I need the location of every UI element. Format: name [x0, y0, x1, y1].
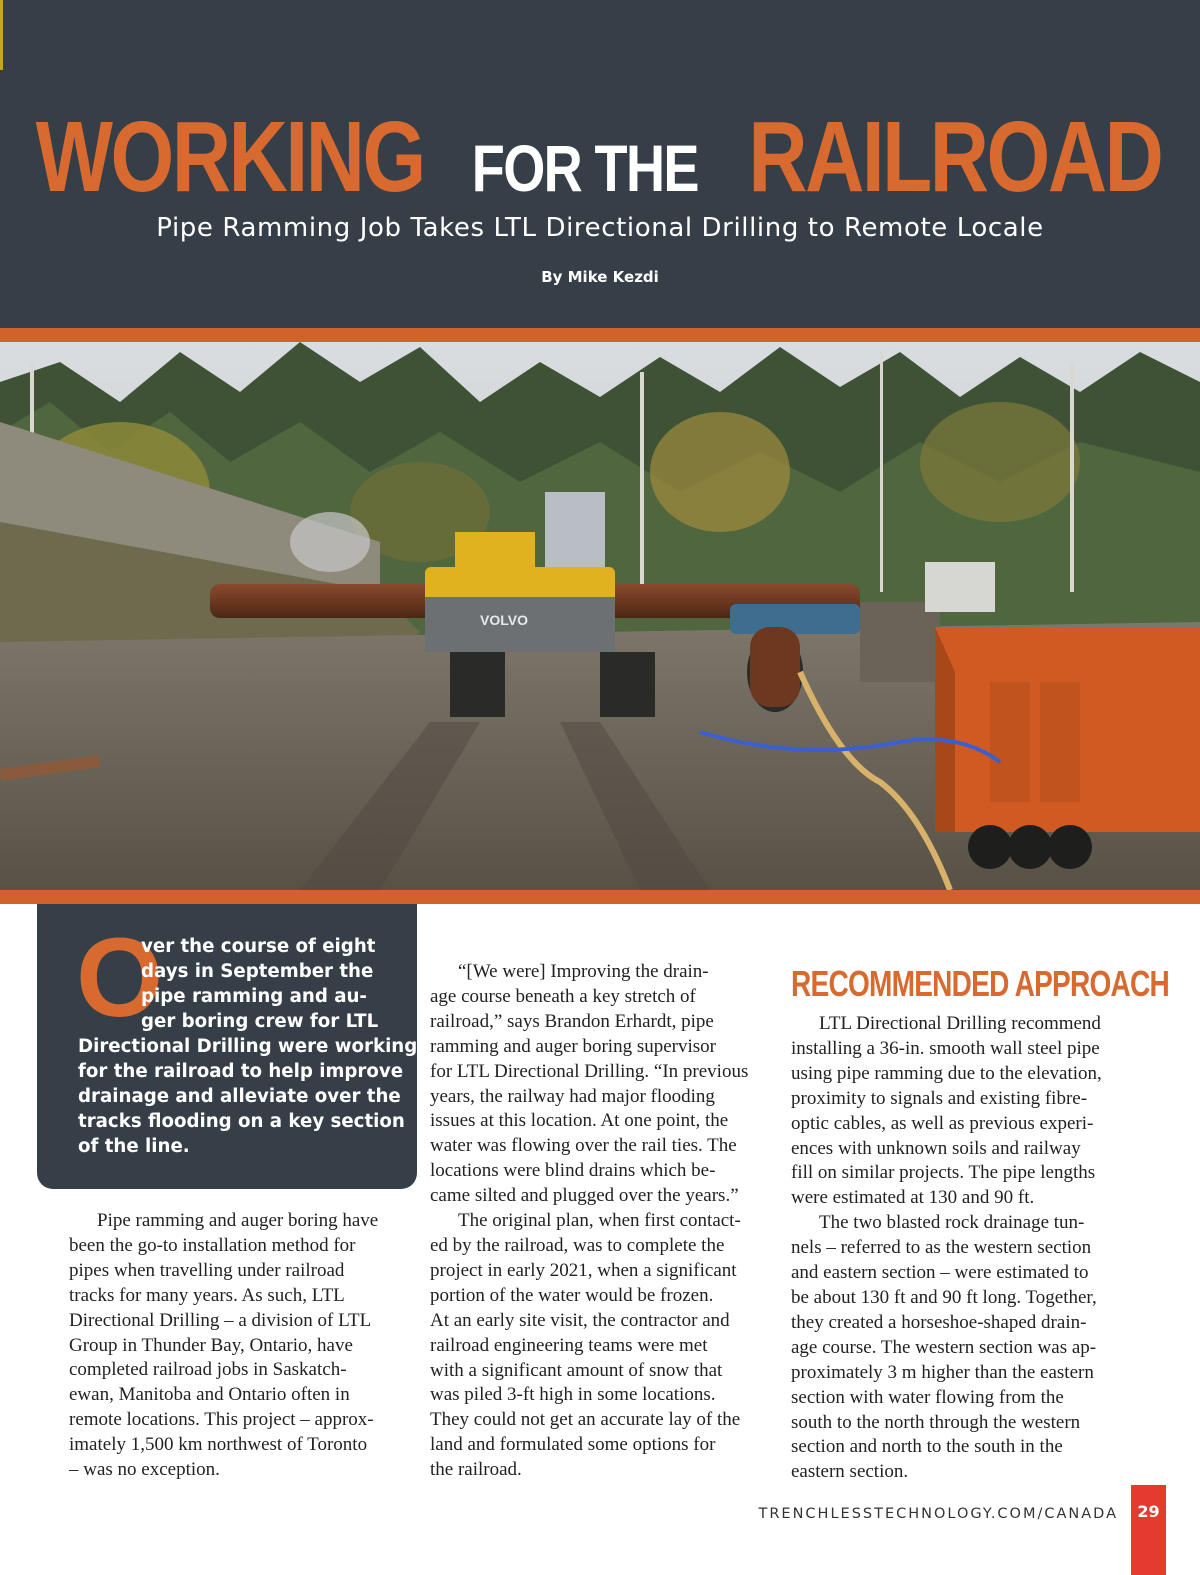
article-title: [0, 100, 1200, 215]
body-line: were estimated at 130 and 90 ft.: [791, 1187, 1035, 1209]
body-line: railroad,” says Brandon Erhardt, pipe: [430, 1010, 714, 1032]
page-number: 29: [1137, 1502, 1160, 1521]
title-words-for-the: FOR THE: [471, 131, 698, 205]
body-line: They could not get an accurate lay of the: [430, 1409, 741, 1431]
callout-line: Directional Drilling were working: [78, 1036, 418, 1057]
callout-line: drainage and alleviate over the: [78, 1086, 401, 1107]
callout-line: ger boring crew for LTL: [141, 1011, 379, 1032]
corner-mark: [0, 0, 3, 70]
body-line: and eastern section – were estimated to: [791, 1262, 1089, 1284]
body-line: LTL Directional Drilling recommend: [819, 1013, 1101, 1034]
body-line: The two blasted rock drainage tun-: [819, 1212, 1085, 1234]
article-byline: By Mike Kezdi: [541, 268, 659, 286]
hero-photo: [0, 342, 1200, 890]
title-word-railroad: RAILROAD: [748, 101, 1162, 213]
body-line: “[We were] Improving the drain-: [458, 961, 709, 982]
body-line: age course beneath a key stretch of: [430, 985, 696, 1007]
body-line: completed railroad jobs in Saskatch-: [69, 1359, 347, 1381]
construction-site-illustration: [0, 342, 1200, 890]
body-line: been the go-to installation method for: [69, 1234, 356, 1256]
body-line: remote locations. This project – approx-: [69, 1409, 374, 1431]
body-line: was piled 3-ft high in some locations.: [430, 1384, 716, 1406]
body-column-1: [69, 1209, 409, 1483]
body-line: section with water flowing from the: [791, 1386, 1064, 1408]
body-column-2: [430, 960, 775, 1483]
body-line: came silted and plugged over the years.”: [430, 1185, 739, 1207]
body-line: installing a 36-in. smooth wall steel pipe: [791, 1037, 1100, 1059]
body-line: water was flowing over the rail ties. The: [430, 1135, 737, 1157]
body-column-3: [791, 1012, 1136, 1485]
body-line: ewan, Manitoba and Ontario often in: [69, 1384, 350, 1406]
body-line: proximity to signals and existing fibre-: [791, 1087, 1088, 1109]
body-line: eastern section.: [791, 1461, 909, 1483]
body-line: railroad engineering teams were met: [430, 1334, 708, 1356]
article-header: [0, 0, 1200, 328]
body-line: ences with unknown soils and railway: [791, 1137, 1081, 1159]
drop-cap: O: [76, 915, 164, 1040]
body-line: be about 130 ft and 90 ft long. Together,: [791, 1286, 1097, 1308]
callout-line: days in September the: [141, 961, 374, 982]
callout-line: for the railroad to help improve: [78, 1061, 404, 1082]
body-line: section and north to the south in the: [791, 1436, 1063, 1458]
footer-website-link[interactable]: TRENCHLESSTECHNOLOGY.COM/CANADA: [758, 1506, 1118, 1522]
intro-callout-text: [78, 934, 418, 1159]
body-line: south to the north through the western: [791, 1411, 1081, 1433]
body-line: optic cables, as well as previous experi-: [791, 1112, 1094, 1134]
callout-line: pipe ramming and au-: [141, 986, 367, 1007]
body-line: ramming and auger boring supervisor: [430, 1035, 716, 1057]
orange-divider-top: [0, 328, 1200, 342]
body-line: ed by the railroad, was to complete the: [430, 1234, 725, 1256]
body-line: Pipe ramming and auger boring have: [97, 1210, 379, 1231]
body-line: fill on similar projects. The pipe lengths: [791, 1162, 1096, 1184]
body-line: The original plan, when first contact-: [458, 1210, 741, 1232]
machine-brand-label: VOLVO: [480, 612, 528, 628]
body-line: using pipe ramming due to the elevation,: [791, 1062, 1102, 1084]
body-line: land and formulated some options for: [430, 1434, 716, 1456]
section-heading-recommended-approach: RECOMMENDED APPROACH: [791, 963, 1170, 1004]
body-line: age course. The western section was ap-: [791, 1336, 1097, 1358]
callout-line: of the line.: [78, 1136, 190, 1157]
body-line: years, the railway had major flooding: [430, 1085, 715, 1107]
body-line: with a significant amount of snow that: [430, 1359, 723, 1381]
body-line: nels – referred to as the western section: [791, 1237, 1092, 1259]
body-line: At an early site visit, the contractor and: [430, 1309, 730, 1331]
body-line: project in early 2021, when a significant: [430, 1259, 737, 1281]
body-line: – was no exception.: [69, 1459, 220, 1481]
body-line: tracks for many years. As such, LTL: [69, 1284, 345, 1306]
body-line: they created a horseshoe-shaped drain-: [791, 1311, 1087, 1333]
body-line: issues at this location. At one point, the: [430, 1110, 729, 1132]
body-line: proximately 3 m higher than the eastern: [791, 1361, 1094, 1383]
body-line: Directional Drilling – a division of LTL: [69, 1309, 372, 1331]
body-line: for LTL Directional Drilling. “In previous: [430, 1060, 749, 1082]
callout-line: ver the course of eight: [141, 936, 376, 957]
body-line: pipes when travelling under railroad: [69, 1259, 345, 1281]
body-line: imately 1,500 km northwest of Toronto: [69, 1434, 368, 1456]
body-line: Group in Thunder Bay, Ontario, have: [69, 1334, 353, 1356]
page-number-tab: [1131, 1485, 1166, 1575]
article-subtitle: Pipe Ramming Job Takes LTL Directional Drilling to Remote Locale: [156, 213, 1044, 243]
title-word-working: WORKING: [35, 101, 424, 213]
body-line: the railroad.: [430, 1459, 522, 1481]
body-line: locations were blind drains which be-: [430, 1160, 716, 1182]
callout-line: tracks flooding on a key section: [78, 1111, 405, 1132]
body-line: portion of the water would be frozen.: [430, 1284, 714, 1306]
orange-divider-bottom: [0, 890, 1200, 904]
